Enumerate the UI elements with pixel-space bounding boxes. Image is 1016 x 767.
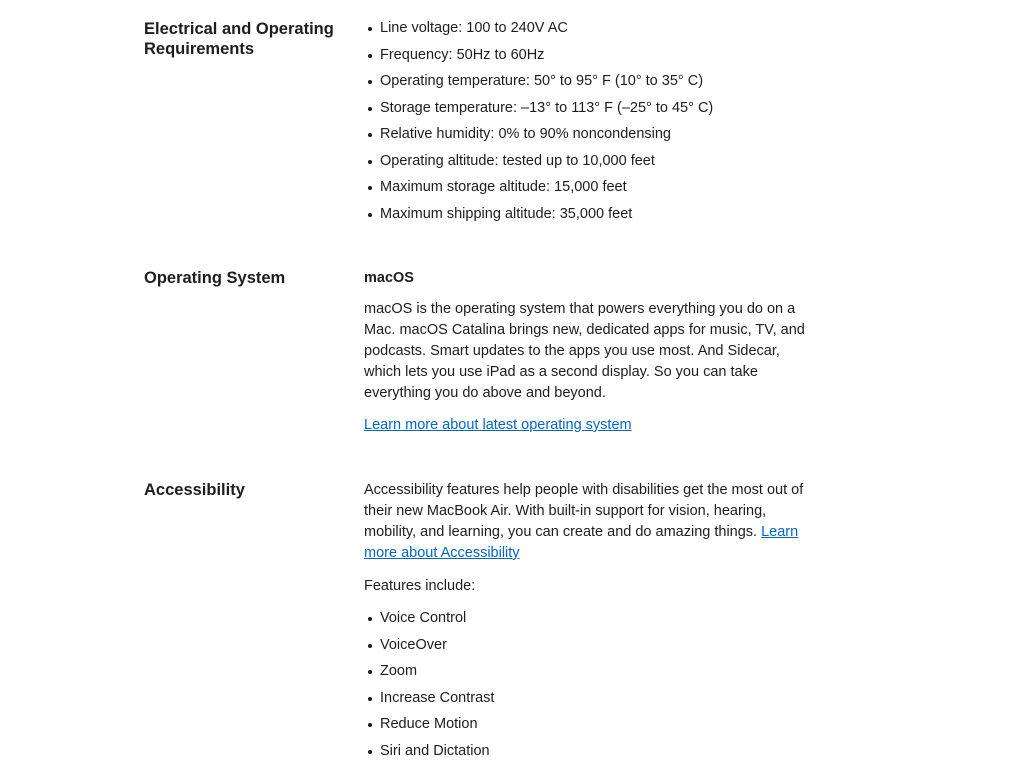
list-item: Storage temperature: –13° to 113° F (–25° to 45° C) [364,98,810,125]
electrical-requirements-list [364,18,810,230]
accessibility-description-paragraph [364,480,810,564]
section-title-operating-system: Operating System [144,268,344,288]
list-item: Operating temperature: 50° to 95° F (10° to 35° C) [364,71,810,98]
list-item: Operating altitude: tested up to 10,000 feet [364,151,810,178]
list-item: Relative humidity: 0% to 90% noncondensing [364,124,810,151]
list-item: Reduce Motion [364,714,810,741]
os-description: macOS is the operating system that powers everything you do on a Mac. macOS Catalina brings new, dedicated apps for music, TV, and podcasts. Smart updates to the apps you use most. And Sidecar, which lets you use iPad as a second display. So you can take everything you do above and beyond. [364,299,810,404]
list-item: Siri and Dictation [364,741,810,767]
accessibility-features-list [364,608,810,767]
learn-more-accessibility-link[interactable]: Learn more about Accessibility [364,524,798,561]
list-item: Line voltage: 100 to 240V AC [364,18,810,45]
section-title-electrical: Electrical and Operating Requirements [144,19,344,59]
list-item: Voice Control [364,608,810,635]
operating-system-body [364,268,810,447]
features-label: Features include: [364,576,810,597]
section-title-accessibility: Accessibility [144,480,344,500]
accessibility-body [364,480,810,767]
list-item: Zoom [364,661,810,688]
accessibility-description: Accessibility features help people with disabilities get the most out of their new MacBook Air. With built-in support for vision, hearing, mobility, and learning, you can create and do amazing things. [364,482,803,540]
list-item: Maximum storage altitude: 15,000 feet [364,177,810,204]
list-item: VoiceOver [364,635,810,662]
os-subtitle: macOS [364,268,810,289]
os-link-paragraph [364,415,810,436]
list-item: Maximum shipping altitude: 35,000 feet [364,204,810,231]
list-item: Increase Contrast [364,688,810,715]
list-item: Frequency: 50Hz to 60Hz [364,45,810,72]
learn-more-os-link[interactable]: Learn more about latest operating system [364,417,632,433]
electrical-requirements-body [364,18,810,230]
